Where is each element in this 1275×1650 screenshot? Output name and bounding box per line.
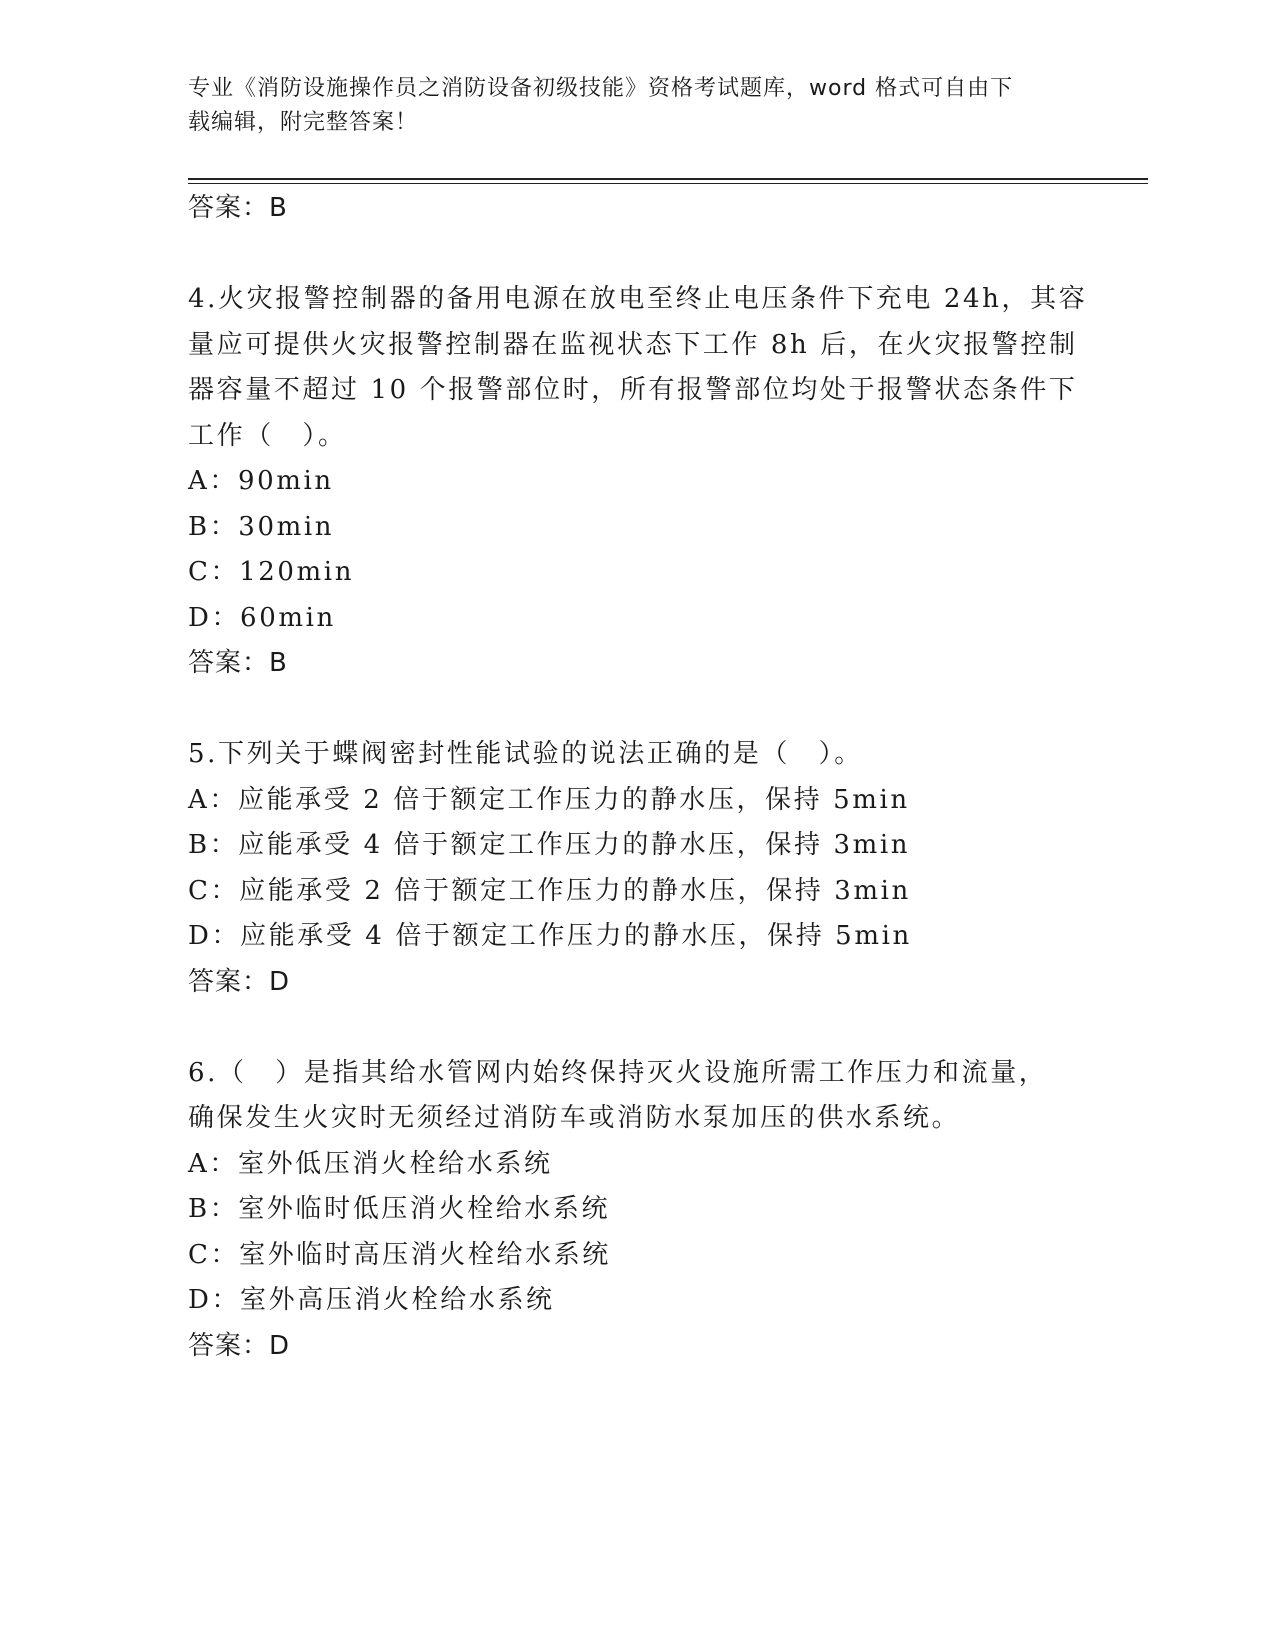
- header-divider-top: [188, 178, 1148, 180]
- question-stem-line: 5.下列关于蝶阀密封性能试验的说法正确的是（ ）。: [188, 739, 863, 769]
- option-c: C：应能承受 2 倍于额定工作压力的静水压，保持 3min: [188, 875, 911, 906]
- question-stem-line: 4.火灾报警控制器的备用电源在放电至终止电压条件下充电 24h，其容: [188, 284, 1088, 314]
- question-stem-line: 量应可提供火灾报警控制器在监视状态下工作 8h 后，在火灾报警控制: [188, 329, 1078, 360]
- option-d: D：60min: [188, 602, 336, 633]
- spacer: [188, 687, 1088, 733]
- exam-content: [188, 186, 1088, 1369]
- option-a: A：90min: [188, 466, 334, 496]
- option-d: D：应能承受 4 倍于额定工作压力的静水压，保持 5min: [188, 921, 912, 951]
- answer-line: 答案：B: [188, 648, 288, 678]
- option-b: B：30min: [188, 511, 335, 542]
- question-stem-line: 工作（ ）。: [188, 420, 347, 451]
- spacer: [188, 1005, 1088, 1051]
- option-b: B：室外临时低压消火栓给水系统: [188, 1194, 611, 1224]
- option-a: A：应能承受 2 倍于额定工作压力的静水压，保持 5min: [188, 784, 910, 815]
- answer-line: 答案：D: [188, 966, 291, 997]
- document-header: [188, 72, 1088, 140]
- question-5: [188, 732, 1088, 1005]
- header-divider-bottom: [188, 183, 1148, 184]
- header-line-1: 专业《消防设施操作员之消防设备初级技能》资格考试题库，word 格式可自由下: [188, 76, 1014, 101]
- question-stem-line: 器容量不超过 10 个报警部位时，所有报警部位均处于报警状态条件下: [188, 375, 1078, 405]
- option-b: B：应能承受 4 倍于额定工作压力的静水压，保持 3min: [188, 830, 911, 860]
- option-a: A：室外低压消火栓给水系统: [188, 1148, 553, 1179]
- spacer: [188, 232, 1088, 278]
- header-line-2: 载编辑，附完整答案！: [188, 110, 419, 135]
- option-d: D：室外高压消火栓给水系统: [188, 1285, 555, 1315]
- option-c: C：室外临时高压消火栓给水系统: [188, 1239, 611, 1270]
- question-6: [188, 1051, 1088, 1370]
- answer-line: 答案：D: [188, 1330, 291, 1361]
- option-c: C：120min: [188, 557, 355, 587]
- previous-answer: 答案：B: [188, 193, 288, 223]
- question-4: [188, 277, 1088, 687]
- question-stem-line: 6.（ ）是指其给水管网内始终保持灭火设施所需工作压力和流量，: [188, 1057, 1048, 1088]
- question-stem-line: 确保发生火灾时无须经过消防车或消防水泵加压的供水系统。: [188, 1103, 961, 1133]
